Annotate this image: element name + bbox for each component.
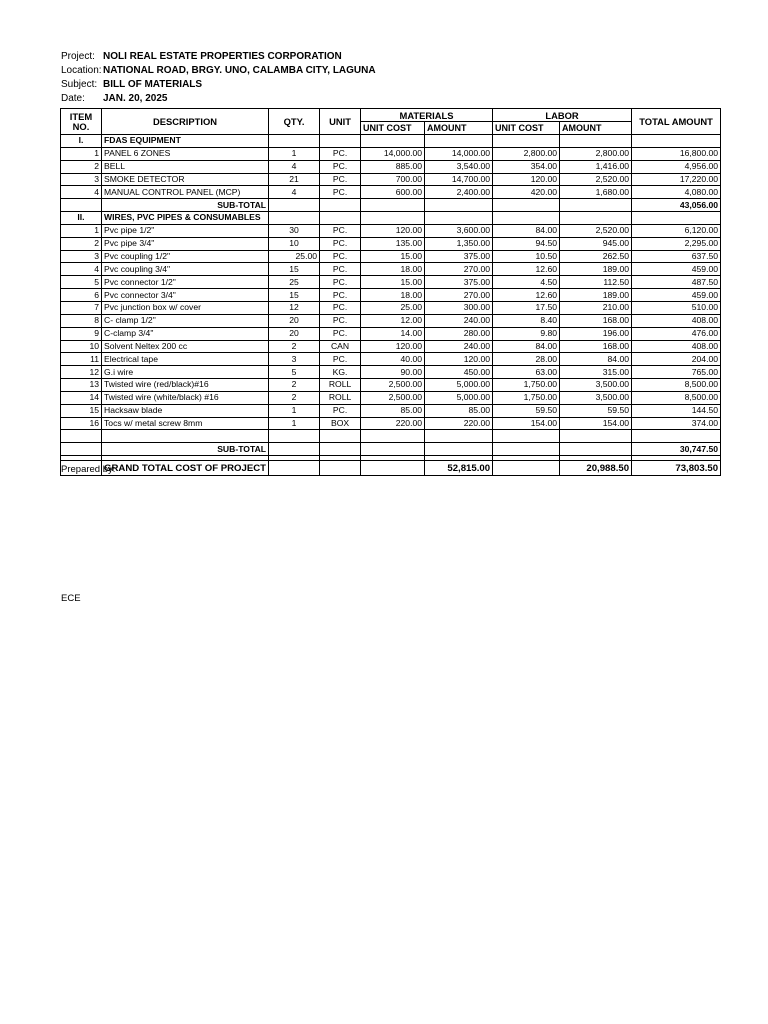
item-unit: CAN: [320, 340, 361, 353]
item-description: MANUAL CONTROL PANEL (MCP): [102, 186, 269, 199]
row-total: 487.50: [632, 276, 721, 289]
section-number: II.: [61, 212, 102, 225]
materials-unit-cost: 2,500.00: [361, 391, 425, 404]
materials-amount: 375.00: [425, 250, 493, 263]
table-row: [61, 237, 721, 250]
item-unit: PC.: [320, 353, 361, 366]
materials-unit-cost: 85.00: [361, 404, 425, 417]
empty-cell: [61, 199, 102, 212]
materials-amount: 375.00: [425, 276, 493, 289]
signatory: ECE: [61, 593, 81, 604]
empty-cell: [425, 199, 493, 212]
empty-cell: [632, 212, 721, 225]
empty-cell: [269, 135, 320, 148]
row-total: 17,220.00: [632, 173, 721, 186]
row-total: 2,295.00: [632, 237, 721, 250]
item-unit: PC.: [320, 301, 361, 314]
item-qty: 25.00: [269, 250, 320, 263]
date-value: JAN. 20, 2025: [103, 93, 168, 104]
item-description: C-clamp 3/4": [102, 327, 269, 340]
item-number: 4: [61, 186, 102, 199]
empty-cell: [320, 430, 361, 443]
empty-cell: [102, 430, 269, 443]
materials-amount: 3,540.00: [425, 160, 493, 173]
item-description: C- clamp 1/2": [102, 314, 269, 327]
labor-amount: 2,520.00: [560, 173, 632, 186]
row-total: 459.00: [632, 263, 721, 276]
item-description: Solvent Neltex 200 cc: [102, 340, 269, 353]
item-qty: 15: [269, 263, 320, 276]
item-number: 10: [61, 340, 102, 353]
labor-unit-cost: 59.50: [493, 404, 560, 417]
item-qty: 2: [269, 391, 320, 404]
empty-cell: [361, 135, 425, 148]
item-description: Pvc pipe 1/2": [102, 224, 269, 237]
empty-cell: [425, 443, 493, 456]
item-number: 11: [61, 353, 102, 366]
item-description: Pvc coupling 3/4": [102, 263, 269, 276]
table-body: [61, 135, 721, 476]
item-number: 1: [61, 147, 102, 160]
item-qty: 30: [269, 224, 320, 237]
row-total: 459.00: [632, 289, 721, 302]
grand-total-amount: 73,803.50: [632, 461, 721, 476]
labor-unit-cost: 94.50: [493, 237, 560, 250]
materials-amount: 14,000.00: [425, 147, 493, 160]
item-qty: 1: [269, 404, 320, 417]
section-title: FDAS EQUIPMENT: [102, 135, 269, 148]
labor-amount: 2,800.00: [560, 147, 632, 160]
location-line: [61, 65, 376, 77]
labor-unit-cost: 28.00: [493, 353, 560, 366]
row-total: 8,500.00: [632, 391, 721, 404]
labor-amount: 1,680.00: [560, 186, 632, 199]
labor-amount: 1,416.00: [560, 160, 632, 173]
empty-cell: [560, 135, 632, 148]
item-description: Pvc pipe 3/4": [102, 237, 269, 250]
item-number: 5: [61, 276, 102, 289]
col-total-amount: TOTAL AMOUNT: [632, 109, 721, 135]
row-total: 4,080.00: [632, 186, 721, 199]
row-total: 637.50: [632, 250, 721, 263]
item-description: Pvc connector 1/2": [102, 276, 269, 289]
item-number: 15: [61, 404, 102, 417]
date-label: Date:: [61, 93, 85, 104]
table-row: [61, 186, 721, 199]
table-row: [61, 173, 721, 186]
empty-cell: [269, 461, 320, 476]
materials-amount: 240.00: [425, 340, 493, 353]
table-row: [61, 289, 721, 302]
item-number: 3: [61, 250, 102, 263]
section-title: WIRES, PVC PIPES & CONSUMABLES: [102, 212, 269, 225]
empty-cell: [320, 212, 361, 225]
labor-amount: 3,500.00: [560, 379, 632, 392]
item-unit: PC.: [320, 404, 361, 417]
empty-cell: [560, 430, 632, 443]
item-number: 4: [61, 263, 102, 276]
empty-cell: [560, 212, 632, 225]
labor-unit-cost: 1,750.00: [493, 379, 560, 392]
item-number: 14: [61, 391, 102, 404]
materials-amount: 14,700.00: [425, 173, 493, 186]
col-materials: MATERIALS: [361, 109, 493, 122]
labor-amount: 315.00: [560, 366, 632, 379]
table-row: [61, 263, 721, 276]
table-row: [61, 353, 721, 366]
materials-amount: 280.00: [425, 327, 493, 340]
item-description: Hacksaw blade: [102, 404, 269, 417]
item-qty: 15: [269, 289, 320, 302]
item-qty: 21: [269, 173, 320, 186]
item-number: 12: [61, 366, 102, 379]
materials-amount: 5,000.00: [425, 391, 493, 404]
table-row: [61, 276, 721, 289]
section-header-row: [61, 135, 721, 148]
item-number: 13: [61, 379, 102, 392]
table-row: [61, 379, 721, 392]
labor-unit-cost: 420.00: [493, 186, 560, 199]
row-total: 510.00: [632, 301, 721, 314]
labor-amount: 2,520.00: [560, 224, 632, 237]
materials-unit-cost: 120.00: [361, 224, 425, 237]
project-name: NOLI REAL ESTATE PROPERTIES CORPORATION: [103, 51, 342, 62]
item-unit: BOX: [320, 417, 361, 430]
empty-cell: [320, 461, 361, 476]
item-unit: PC.: [320, 263, 361, 276]
row-total: 4,956.00: [632, 160, 721, 173]
item-number: 6: [61, 289, 102, 302]
col-description: DESCRIPTION: [102, 109, 269, 135]
labor-unit-cost: 4.50: [493, 276, 560, 289]
materials-unit-cost: 12.00: [361, 314, 425, 327]
labor-amount: 84.00: [560, 353, 632, 366]
materials-amount: 270.00: [425, 289, 493, 302]
labor-unit-cost: 10.50: [493, 250, 560, 263]
empty-cell: [425, 135, 493, 148]
table-row: [61, 301, 721, 314]
materials-amount: 270.00: [425, 263, 493, 276]
item-qty: 25: [269, 276, 320, 289]
item-number: 2: [61, 160, 102, 173]
table-row: [61, 327, 721, 340]
item-unit: PC.: [320, 276, 361, 289]
labor-amount: 945.00: [560, 237, 632, 250]
materials-amount: 120.00: [425, 353, 493, 366]
item-number: 1: [61, 224, 102, 237]
labor-amount: 196.00: [560, 327, 632, 340]
item-qty: 3: [269, 353, 320, 366]
labor-unit-cost: 9.80: [493, 327, 560, 340]
col-materials-unit-cost: UNIT COST: [361, 122, 425, 135]
table-row: [61, 340, 721, 353]
materials-unit-cost: 15.00: [361, 276, 425, 289]
item-number: 16: [61, 417, 102, 430]
labor-unit-cost: 2,800.00: [493, 147, 560, 160]
item-unit: PC.: [320, 237, 361, 250]
table-row: [61, 147, 721, 160]
labor-amount: 3,500.00: [560, 391, 632, 404]
item-unit: PC.: [320, 160, 361, 173]
prepared-by: Prepared by:: [61, 464, 116, 475]
materials-unit-cost: 885.00: [361, 160, 425, 173]
empty-cell: [493, 135, 560, 148]
item-number: 3: [61, 173, 102, 186]
empty-cell: [361, 212, 425, 225]
subtotal-label: SUB-TOTAL: [102, 199, 269, 212]
labor-amount: 154.00: [560, 417, 632, 430]
empty-cell: [361, 199, 425, 212]
item-qty: 4: [269, 186, 320, 199]
table-row: [61, 250, 721, 263]
materials-unit-cost: 220.00: [361, 417, 425, 430]
labor-amount: 189.00: [560, 263, 632, 276]
labor-unit-cost: 1,750.00: [493, 391, 560, 404]
item-description: Tocs w/ metal screw 8mm: [102, 417, 269, 430]
item-description: SMOKE DETECTOR: [102, 173, 269, 186]
labor-unit-cost: 12.60: [493, 263, 560, 276]
materials-unit-cost: 135.00: [361, 237, 425, 250]
item-description: BELL: [102, 160, 269, 173]
subtotal-row: [61, 443, 721, 456]
labor-amount: 112.50: [560, 276, 632, 289]
materials-amount: 5,000.00: [425, 379, 493, 392]
table-row: [61, 417, 721, 430]
row-total: 8,500.00: [632, 379, 721, 392]
item-description: Twisted wire (white/black) #16: [102, 391, 269, 404]
empty-cell: [493, 212, 560, 225]
subtotal-value: 43,056.00: [632, 199, 721, 212]
item-description: Pvc coupling 1/2": [102, 250, 269, 263]
location-value: NATIONAL ROAD, BRGY. UNO, CALAMBA CITY, LAGUNA: [103, 65, 376, 76]
materials-unit-cost: 18.00: [361, 289, 425, 302]
item-description: Pvc junction box w/ cover: [102, 301, 269, 314]
item-number: 2: [61, 237, 102, 250]
empty-cell: [320, 135, 361, 148]
labor-amount: 168.00: [560, 340, 632, 353]
item-description: Pvc connector 3/4": [102, 289, 269, 302]
item-qty: 20: [269, 314, 320, 327]
labor-amount: 168.00: [560, 314, 632, 327]
table-row: [61, 391, 721, 404]
item-unit: PC.: [320, 147, 361, 160]
empty-cell: [269, 212, 320, 225]
project-line: [61, 51, 342, 63]
item-qty: 1: [269, 147, 320, 160]
materials-unit-cost: 600.00: [361, 186, 425, 199]
empty-cell: [361, 430, 425, 443]
col-labor-unit-cost: UNIT COST: [493, 122, 560, 135]
item-description: Electrical tape: [102, 353, 269, 366]
item-qty: 5: [269, 366, 320, 379]
materials-unit-cost: 40.00: [361, 353, 425, 366]
header-row-1: [61, 109, 721, 122]
table-row: [61, 366, 721, 379]
subtotal-row: [61, 199, 721, 212]
item-number: 9: [61, 327, 102, 340]
table-row: [61, 404, 721, 417]
labor-amount: 189.00: [560, 289, 632, 302]
item-unit: ROLL: [320, 391, 361, 404]
subject-label: Subject:: [61, 79, 98, 90]
col-qty: QTY.: [269, 109, 320, 135]
labor-unit-cost: 17.50: [493, 301, 560, 314]
item-qty: 10: [269, 237, 320, 250]
materials-amount: 3,600.00: [425, 224, 493, 237]
location-label: Location:: [61, 65, 102, 76]
row-total: 765.00: [632, 366, 721, 379]
subject-line: [61, 79, 202, 91]
materials-unit-cost: 120.00: [361, 340, 425, 353]
col-labor-amount: AMOUNT: [560, 122, 632, 135]
item-qty: 12: [269, 301, 320, 314]
item-qty: 4: [269, 160, 320, 173]
empty-cell: [632, 430, 721, 443]
row-total: 408.00: [632, 314, 721, 327]
labor-unit-cost: 12.60: [493, 289, 560, 302]
item-unit: PC.: [320, 186, 361, 199]
item-number: 7: [61, 301, 102, 314]
item-description: Twisted wire (red/black)#16: [102, 379, 269, 392]
materials-unit-cost: 14,000.00: [361, 147, 425, 160]
materials-unit-cost: 15.00: [361, 250, 425, 263]
labor-unit-cost: 8.40: [493, 314, 560, 327]
materials-unit-cost: 90.00: [361, 366, 425, 379]
row-total: 6,120.00: [632, 224, 721, 237]
table-row: [61, 160, 721, 173]
empty-cell: [269, 199, 320, 212]
row-total: 408.00: [632, 340, 721, 353]
empty-cell: [361, 443, 425, 456]
labor-unit-cost: 154.00: [493, 417, 560, 430]
item-unit: KG.: [320, 366, 361, 379]
item-unit: ROLL: [320, 379, 361, 392]
empty-cell: [493, 430, 560, 443]
item-description: G.i wire: [102, 366, 269, 379]
empty-cell: [320, 443, 361, 456]
col-labor: LABOR: [493, 109, 632, 122]
materials-amount: 300.00: [425, 301, 493, 314]
item-unit: PC.: [320, 327, 361, 340]
subtotal-label: SUB-TOTAL: [102, 443, 269, 456]
empty-cell: [269, 443, 320, 456]
materials-amount: 450.00: [425, 366, 493, 379]
empty-cell: [560, 443, 632, 456]
materials-unit-cost: 18.00: [361, 263, 425, 276]
grand-total-materials: 52,815.00: [425, 461, 493, 476]
row-total: 144.50: [632, 404, 721, 417]
bill-of-materials-table: [60, 108, 721, 476]
grand-total-row: [61, 461, 721, 476]
item-number: 8: [61, 314, 102, 327]
labor-amount: 59.50: [560, 404, 632, 417]
materials-amount: 1,350.00: [425, 237, 493, 250]
materials-amount: 2,400.00: [425, 186, 493, 199]
section-header-row: [61, 212, 721, 225]
table-row: [61, 314, 721, 327]
materials-unit-cost: 14.00: [361, 327, 425, 340]
row-total: 16,800.00: [632, 147, 721, 160]
item-qty: 20: [269, 327, 320, 340]
row-total: 374.00: [632, 417, 721, 430]
empty-cell: [425, 430, 493, 443]
grand-total-label: GRAND TOTAL COST OF PROJECT: [102, 461, 269, 476]
materials-amount: 85.00: [425, 404, 493, 417]
item-qty: 2: [269, 379, 320, 392]
table-row: [61, 224, 721, 237]
empty-cell: [560, 199, 632, 212]
subject-value: BILL OF MATERIALS: [103, 79, 203, 90]
empty-cell: [320, 199, 361, 212]
item-qty: 1: [269, 417, 320, 430]
labor-unit-cost: 120.00: [493, 173, 560, 186]
item-description: PANEL 6 ZONES: [102, 147, 269, 160]
labor-unit-cost: 84.00: [493, 224, 560, 237]
item-unit: PC.: [320, 314, 361, 327]
empty-cell: [61, 430, 102, 443]
item-unit: PC.: [320, 224, 361, 237]
labor-unit-cost: 84.00: [493, 340, 560, 353]
date-line: [61, 93, 168, 105]
item-unit: PC.: [320, 173, 361, 186]
spacer-row: [61, 430, 721, 443]
row-total: 204.00: [632, 353, 721, 366]
item-qty: 2: [269, 340, 320, 353]
section-number: I.: [61, 135, 102, 148]
empty-cell: [632, 135, 721, 148]
labor-unit-cost: 354.00: [493, 160, 560, 173]
labor-amount: 210.00: [560, 301, 632, 314]
empty-cell: [493, 443, 560, 456]
subtotal-value: 30,747.50: [632, 443, 721, 456]
empty-cell: [269, 430, 320, 443]
col-unit: UNIT: [320, 109, 361, 135]
empty-cell: [425, 212, 493, 225]
empty-cell: [61, 443, 102, 456]
grand-total-labor: 20,988.50: [560, 461, 632, 476]
item-unit: PC.: [320, 250, 361, 263]
project-label: Project:: [61, 51, 95, 62]
item-unit: PC.: [320, 289, 361, 302]
row-total: 476.00: [632, 327, 721, 340]
materials-unit-cost: 2,500.00: [361, 379, 425, 392]
materials-unit-cost: 25.00: [361, 301, 425, 314]
empty-cell: [361, 461, 425, 476]
materials-amount: 220.00: [425, 417, 493, 430]
materials-amount: 240.00: [425, 314, 493, 327]
labor-amount: 262.50: [560, 250, 632, 263]
col-item-no: ITEM NO.: [61, 109, 102, 135]
materials-unit-cost: 700.00: [361, 173, 425, 186]
empty-cell: [493, 461, 560, 476]
col-materials-amount: AMOUNT: [425, 122, 493, 135]
empty-cell: [493, 199, 560, 212]
labor-unit-cost: 63.00: [493, 366, 560, 379]
